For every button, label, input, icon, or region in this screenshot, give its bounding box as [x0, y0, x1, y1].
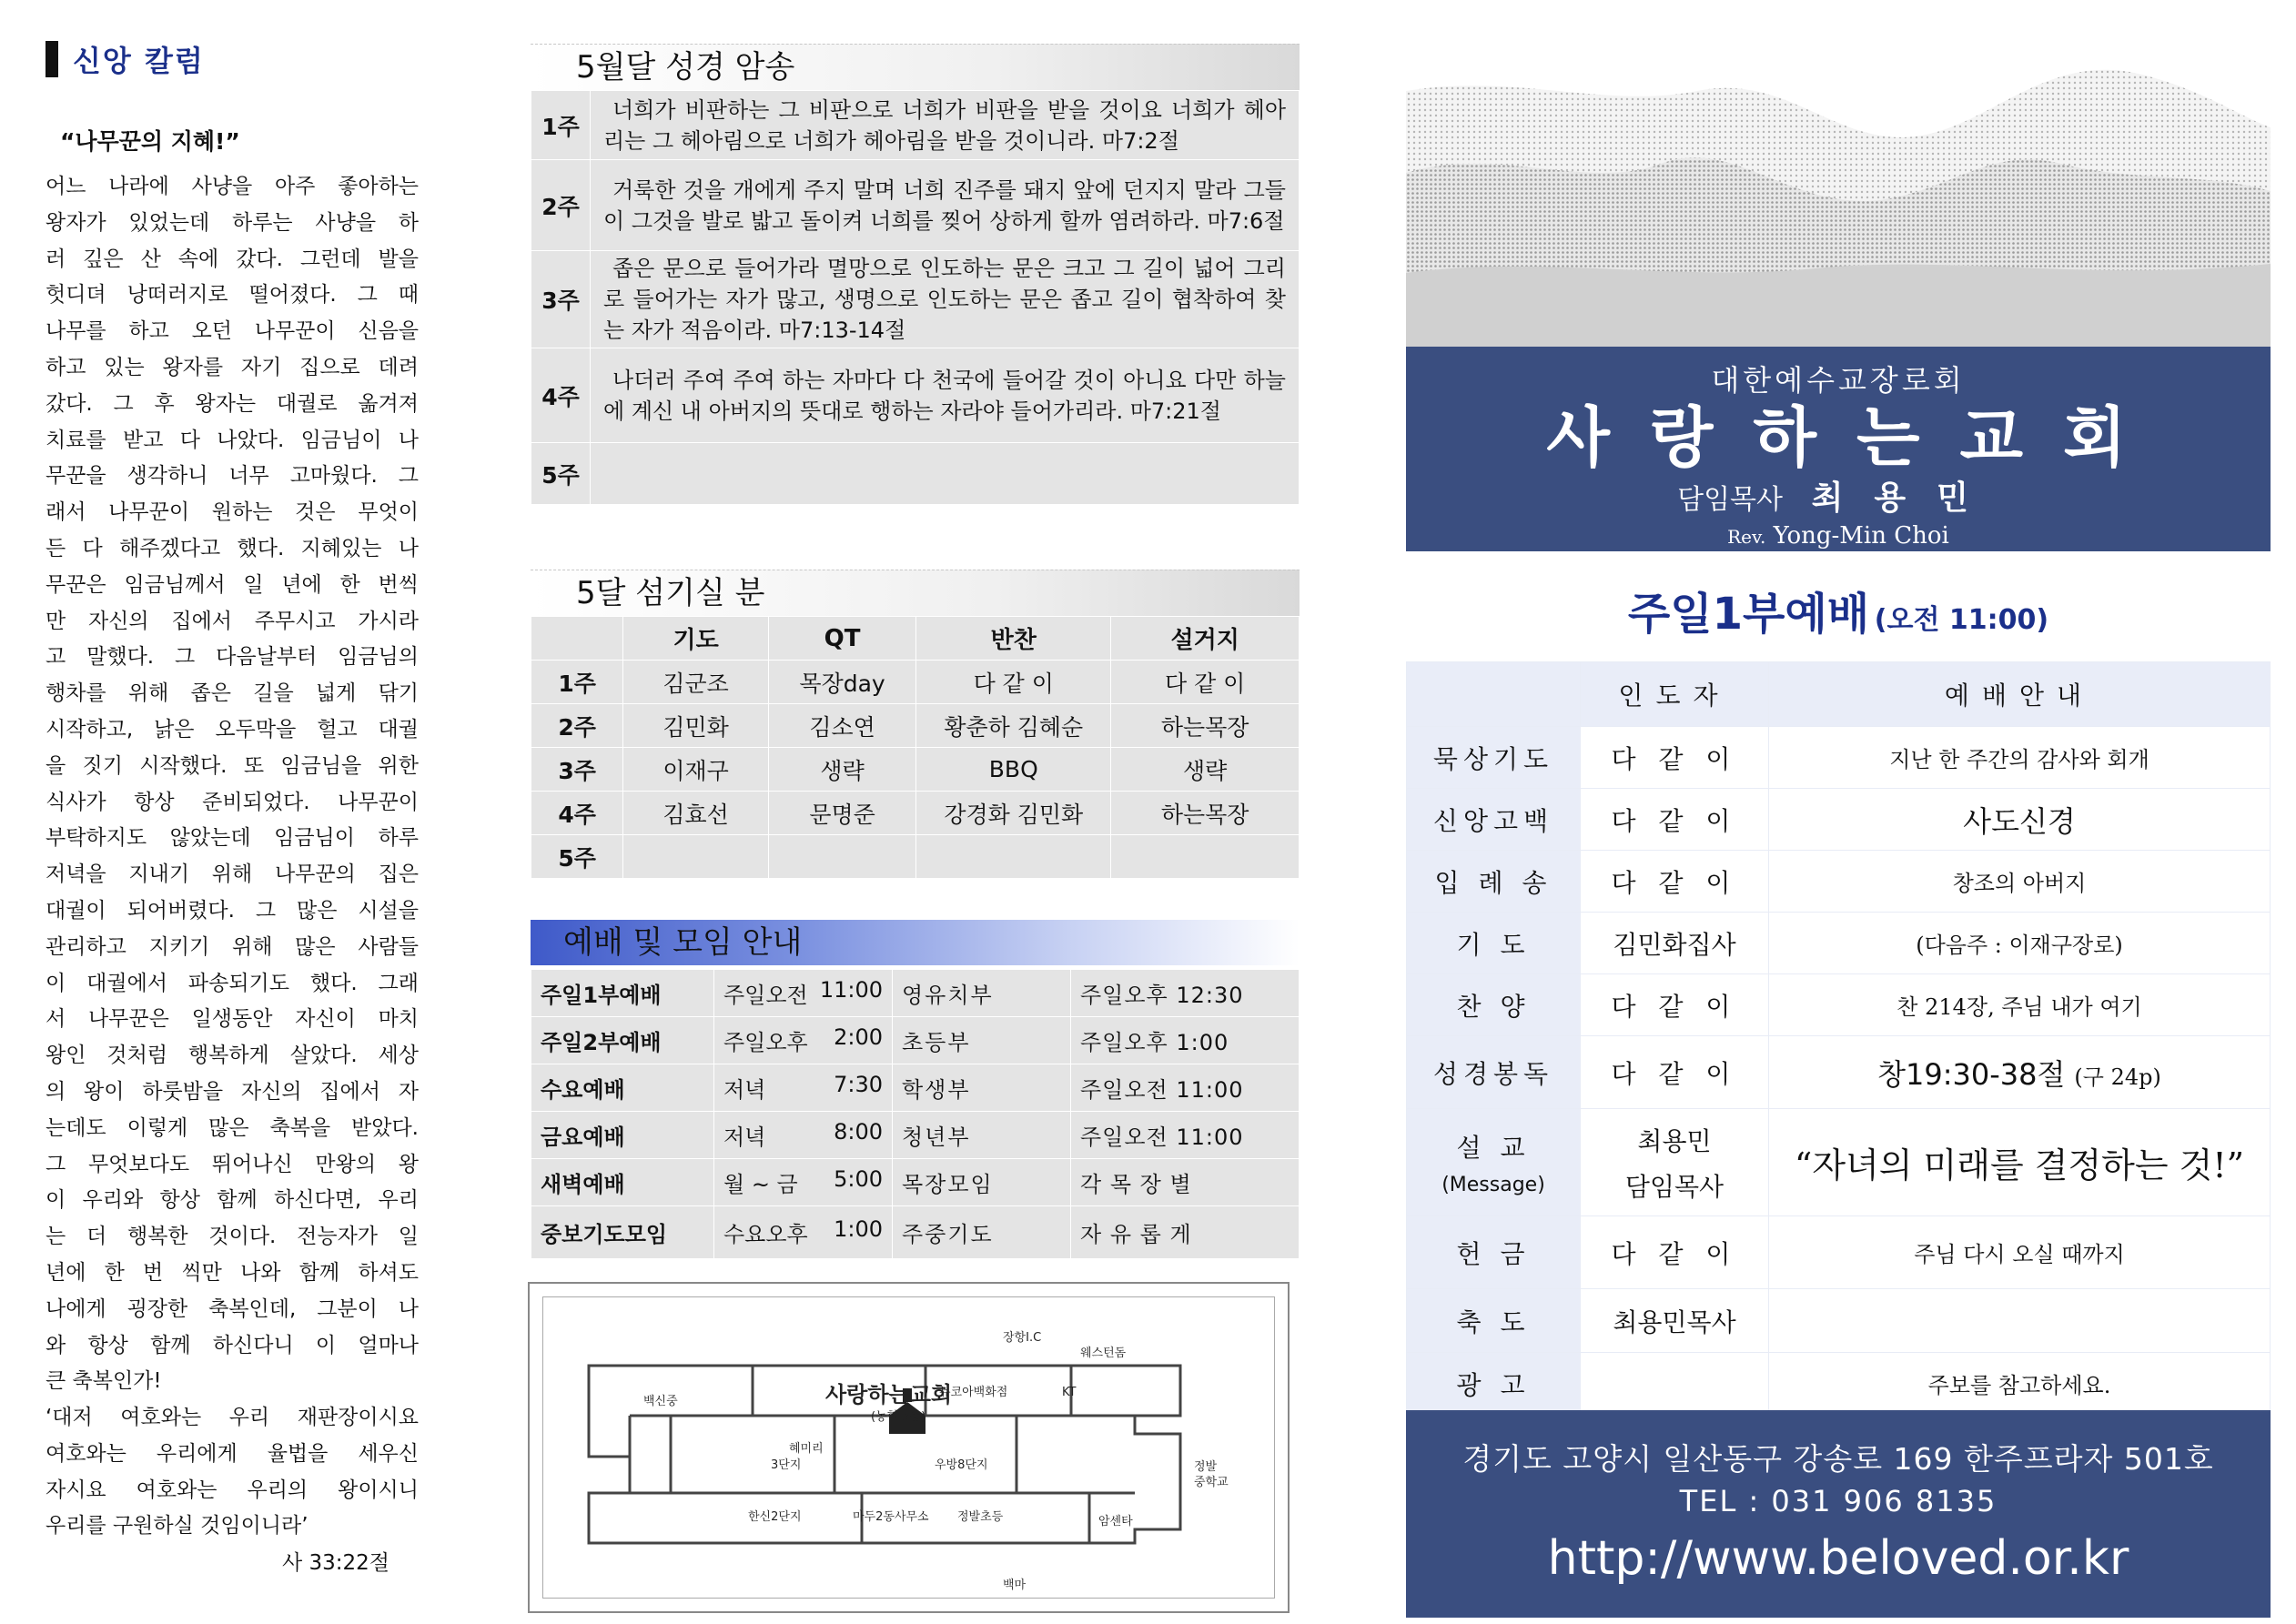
map-church-label: 사랑하는교회: [825, 1382, 953, 1407]
serve-cell: 김효선: [623, 792, 769, 835]
map-label: (농협 5층): [871, 1410, 926, 1424]
serve-cell: 다 같 이: [1111, 661, 1300, 704]
verse-row: [531, 348, 1300, 443]
column-title: “나무꾼의 지혜!”: [60, 128, 240, 155]
order-item-label: 신앙고백: [1432, 805, 1554, 836]
meeting-when: [714, 970, 893, 1017]
order-detail-text: 창19:30-38절: [1877, 1056, 2066, 1092]
order-row: [1407, 1216, 2271, 1289]
serve-row: [531, 748, 1300, 792]
column-line: 든 다 해주겠다고 했다. 지혜있는 나: [46, 536, 419, 560]
rev-prefix: Rev.: [1727, 526, 1766, 548]
meeting-group-text: 청년부: [902, 1125, 971, 1150]
column-line: 무꾼을 생각하니 너무 고마웠다. 그: [46, 464, 419, 489]
order-leader: [1581, 851, 1769, 913]
serve-week: 3주: [531, 748, 623, 792]
telephone: TEL : 031 906 8135: [1679, 1484, 1998, 1518]
order-detail: [1769, 727, 2271, 789]
order-item-label: 헌 금: [1456, 1238, 1531, 1269]
order-item-label: 성경봉독: [1432, 1058, 1554, 1089]
denomination: 대한예수교장로회: [1711, 363, 1966, 398]
order-item-sub: (Message): [1441, 1174, 1545, 1196]
serve-row: [531, 704, 1300, 748]
service-time: (오전 11:00): [1874, 604, 2049, 636]
column-line: 대궐이 되어버렸다. 그 많은 시설을: [46, 898, 419, 923]
order-detail-text: 주보를 참고하세요.: [1927, 1373, 2111, 1398]
meeting-name: [531, 1206, 714, 1259]
column-line: 이 우리와 항상 함께 하신다면, 우리: [46, 1188, 419, 1213]
meeting-name-text: 새벽예배: [541, 1172, 625, 1197]
order-row: [1407, 789, 2271, 851]
meeting-when: [714, 1159, 893, 1206]
meeting-time: 2:00: [834, 1024, 883, 1050]
verse-title: 5월달 성경 암송: [531, 44, 1300, 90]
order-leader: [1581, 789, 1769, 851]
meeting-group-text: 학생부: [902, 1077, 971, 1103]
serve-cell: 목장day: [768, 661, 915, 704]
meeting-group-time: 주일오후 1:00: [1071, 1017, 1300, 1064]
order-item: [1407, 789, 1581, 851]
column-line: 의 왕이 하룻밤을 자신의 집에서 자: [46, 1079, 419, 1104]
meeting-day: 저녁: [723, 1125, 766, 1150]
meeting-name-text: 주일2부예배: [541, 1030, 662, 1055]
verse-table: [531, 90, 1300, 505]
map-label: KT: [1062, 1386, 1077, 1399]
serve-table: [531, 616, 1300, 879]
order-detail: [1769, 1353, 2271, 1415]
meeting-group: [893, 1159, 1071, 1206]
map-label: 혜미리: [789, 1442, 824, 1456]
meeting-row: [531, 1159, 1300, 1206]
verse-row: [531, 251, 1300, 348]
serve-cell: BBQ: [916, 748, 1111, 792]
worship-order: [1406, 661, 2271, 1415]
meeting-group-time: 주일오전 11:00: [1071, 1112, 1300, 1159]
order-detail-text: 주님 다시 오실 때까지: [1914, 1242, 2125, 1267]
order-leader-name: 최용민목사: [1613, 1306, 1736, 1337]
serve-week: 5주: [531, 835, 623, 879]
order-item-label: 입 례 송: [1434, 867, 1553, 898]
order-item-label: 찬 양: [1456, 991, 1531, 1022]
column-line: 고 말했다. 그 다음날부터 임금님의: [46, 645, 419, 670]
order-detail: [1769, 851, 2271, 913]
column-line: 갔다. 그 후 왕자는 대궐로 옮겨져: [46, 391, 419, 416]
order-leader: [1581, 727, 1769, 789]
meeting-name-text: 중보기도모임: [541, 1222, 668, 1247]
meeting-day: 수요오후: [723, 1222, 808, 1247]
order-leader: [1581, 1109, 1769, 1216]
order-leader-name: 다 같 이: [1611, 743, 1738, 774]
meeting-group: [893, 1206, 1071, 1259]
serve-row: [531, 792, 1300, 835]
order-row: [1407, 913, 2271, 974]
order-leader: [1581, 974, 1769, 1036]
column-header-title: 신앙 칼럼: [73, 44, 205, 78]
meeting-table: [531, 969, 1300, 1259]
order-detail-sub: (구 24p): [2074, 1064, 2161, 1090]
serve-header: 설거지: [1111, 617, 1300, 661]
order-detail-text: 사도신경: [1963, 803, 2076, 839]
map-label: 웨스턴돔: [1080, 1347, 1127, 1360]
map-label: 중학교: [1194, 1476, 1229, 1489]
pastor-label: 담임목사: [1677, 484, 1784, 516]
order-item: [1407, 1353, 1581, 1415]
order-leader-name: 다 같 이: [1611, 991, 1738, 1022]
order-item: [1407, 727, 1581, 789]
verse-text: 거룩한 것을 개에게 주지 말며 너희 진주를 돼지 앞에 던지지 말라 그들이 그것을 발로 밟고 돌이켜 너희를 찢어 상하게 할까 염려하라. 마7:6절: [591, 160, 1300, 251]
column-line: 우리를 구원하실 것임이니라’: [46, 1514, 308, 1538]
meeting-section: [531, 920, 1300, 1259]
order-item: [1407, 1109, 1581, 1216]
serve-cell: 황춘하 김혜순: [916, 704, 1111, 748]
order-leader: [1581, 1353, 1769, 1415]
meeting-row: [531, 1112, 1300, 1159]
serve-header: 반찬: [916, 617, 1111, 661]
order-detail-text: “자녀의 미래를 결정하는 것!”: [1794, 1145, 2245, 1185]
serve-title: 5달 섬기실 분: [531, 570, 1300, 616]
column-line: 서 나무꾼은 일생동안 자신이 마치: [46, 1007, 419, 1032]
meeting-when: [714, 1206, 893, 1259]
meeting-time: 8:00: [834, 1119, 883, 1145]
order-row: [1407, 1036, 2271, 1109]
verse-text: 좁은 문으로 들어가라 멸망으로 인도하는 문은 크고 그 길이 넓어 그리로 들어가는 자가 많고, 생명으로 인도하는 문은 좁고 길이 협착하여 찾는 자가 적음이라. 마7:13-14절: [591, 251, 1300, 348]
column-line: 자시요 여호와는 우리의 왕이시니: [46, 1478, 419, 1502]
meeting-time: 1:00: [834, 1216, 883, 1242]
column-line: 시작하고, 낡은 오두막을 헐고 대궐: [46, 717, 419, 741]
order-leader-name: 다 같 이: [1611, 805, 1738, 836]
order-leader: [1581, 913, 1769, 974]
order-row: [1407, 727, 2271, 789]
meeting-name: [531, 1112, 714, 1159]
verse-row: [531, 160, 1300, 251]
column-line: 는데도 이렇게 많은 축복을 받았다.: [46, 1115, 419, 1140]
order-item: [1407, 1036, 1581, 1109]
mountain-landscape-icon: [1406, 36, 2271, 347]
church-banner: [1406, 347, 2271, 551]
order-detail: [1769, 1109, 2271, 1216]
meeting-group: [893, 1112, 1071, 1159]
verse-week: 1주: [531, 91, 591, 160]
order-row: [1407, 1289, 2271, 1353]
serve-section: [531, 570, 1300, 879]
column-line: 어느 나라에 사냥을 아주 좋아하는: [46, 175, 419, 198]
order-leader-name: 김민화집사: [1613, 929, 1736, 960]
serve-cell: 이재구: [623, 748, 769, 792]
serve-cell: 하는목장: [1111, 704, 1300, 748]
website-url[interactable]: http://www.beloved.or.kr: [1547, 1531, 2129, 1586]
column-line: 나무를 하고 오던 나무꾼이 신음을: [46, 319, 419, 344]
column-line: 을 짓기 시작했다. 또 임금님을 위한: [46, 753, 419, 778]
order-leader-name: 다 같 이: [1611, 1238, 1738, 1269]
address: 경기도 고양시 일산동구 강송로 169 한주프라자 501호: [1462, 1441, 2214, 1477]
meeting-group-time: 주일오후 12:30: [1071, 970, 1300, 1017]
order-leader-name: 다 같 이: [1611, 867, 1738, 898]
pastor-name: 최용민: [1811, 479, 1999, 517]
verse-row: [531, 91, 1300, 160]
order-detail: [1769, 913, 2271, 974]
column-line: 그 무엇보다도 뛰어나신 만왕의 왕: [46, 1152, 419, 1176]
meeting-group-text: 목장모임: [902, 1172, 994, 1197]
worship-order-table: [1406, 661, 2271, 1415]
order-row: [1407, 974, 2271, 1036]
meeting-time: 7:30: [834, 1072, 883, 1097]
column-line: 여호와는 우리에게 율법을 세우신: [46, 1441, 419, 1466]
map-label: 정발: [1194, 1460, 1218, 1474]
meeting-group: [893, 970, 1071, 1017]
meeting-group: [893, 1017, 1071, 1064]
column-line: 저녁을 지내기 위해 나무꾼의 집은: [46, 862, 419, 887]
map-label: 장항I.C: [1003, 1331, 1042, 1345]
map-label: 정발초등: [957, 1510, 1004, 1524]
order-leader: [1581, 1036, 1769, 1109]
meeting-group-text: 초등부: [902, 1030, 971, 1055]
serve-cell: [768, 835, 915, 879]
meeting-name: [531, 1017, 714, 1064]
order-header: [1407, 662, 1581, 727]
order-item-label: 광 고: [1456, 1369, 1531, 1400]
serve-cell: 김군조: [623, 661, 769, 704]
verse-text: [591, 443, 1300, 505]
meeting-when: [714, 1017, 893, 1064]
column-line: 와 항상 함께 하신다니 이 얼마나: [46, 1333, 419, 1357]
pastor-english: [1406, 522, 2271, 550]
meeting-group-time: 각 목 장 별: [1071, 1159, 1300, 1206]
verse-week: 3주: [531, 251, 591, 348]
column-line: 행차를 위해 좁은 길을 넓게 닦기: [46, 681, 419, 706]
meeting-day: 주일오후: [723, 1030, 808, 1055]
order-leader-name: 다 같 이: [1611, 1058, 1738, 1089]
order-row: [1407, 1109, 2271, 1216]
faith-column: [46, 35, 419, 1581]
map-label: 암센타: [1098, 1515, 1133, 1528]
order-leader: [1581, 1289, 1769, 1353]
meeting-day: 저녁: [723, 1077, 766, 1103]
pastor-line: [1406, 472, 2271, 519]
column-line: 무꾼은 임금님께서 일 년에 한 번씩: [46, 572, 419, 597]
meeting-row: [531, 1064, 1300, 1112]
map-label: 백신중: [643, 1395, 678, 1408]
serve-cell: 하는목장: [1111, 792, 1300, 835]
rev-name: Yong-Min Choi: [1773, 522, 1949, 550]
order-detail: [1769, 789, 2271, 851]
order-leader-sub: 담임목사: [1624, 1171, 1725, 1202]
column-line: ‘대저 여호와는 우리 재판장이시요: [46, 1406, 419, 1430]
column-header: [46, 35, 419, 84]
serve-cell: [623, 835, 769, 879]
serve-week: 1주: [531, 661, 623, 704]
map-drawing: [543, 1297, 1274, 1598]
verse-week: 4주: [531, 348, 591, 443]
order-detail-text: 지난 한 주간의 감사와 회개: [1889, 747, 2149, 772]
meeting-time: 11:00: [819, 977, 883, 1003]
column-line: 는 더 행복한 것이다. 전능자가 일: [46, 1225, 419, 1249]
column-line: 이 대궐에서 파송되기도 했다. 그래: [46, 971, 419, 995]
church-name: 사랑하는교회: [1546, 398, 2167, 476]
order-item: [1407, 851, 1581, 913]
serve-header: QT: [768, 617, 915, 661]
serve-cell: 김소연: [768, 704, 915, 748]
order-row: [1407, 851, 2271, 913]
serve-cell: 강경화 김민화: [916, 792, 1111, 835]
order-row: [1407, 1353, 2271, 1415]
serve-header: 기도: [623, 617, 769, 661]
order-item: [1407, 974, 1581, 1036]
order-item: [1407, 1289, 1581, 1353]
column-line: 왕자가 있었는데 하루는 사냥을 하: [46, 210, 419, 235]
map-label: 백마: [1003, 1579, 1027, 1592]
meeting-when: [714, 1064, 893, 1112]
map-label: 3단지: [771, 1458, 802, 1472]
meeting-row: [531, 1017, 1300, 1064]
order-header: 예배안내: [1769, 662, 2271, 727]
order-detail-text: (다음주 : 이재구장로): [1916, 933, 2123, 958]
column-body: [46, 169, 419, 1545]
serve-row: [531, 661, 1300, 704]
meeting-title: 예배 및 모임 안내: [531, 920, 1300, 965]
meeting-when: [714, 1112, 893, 1159]
map-frame: [542, 1296, 1275, 1599]
serve-week: 2주: [531, 704, 623, 748]
order-leader: [1581, 1216, 1769, 1289]
map-label: 우방8단지: [935, 1458, 988, 1472]
serve-cell: 다 같 이: [916, 661, 1111, 704]
meeting-name-text: 수요예배: [541, 1077, 625, 1103]
meeting-row: [531, 1206, 1300, 1259]
order-detail: [1769, 1289, 2271, 1353]
column-line: 부탁하지도 않았는데 임금님이 하루: [46, 826, 419, 851]
verse-week: 2주: [531, 160, 591, 251]
service-title: [1406, 579, 2271, 641]
serve-cell: 문명준: [768, 792, 915, 835]
order-detail: [1769, 1036, 2271, 1109]
verse-text: 너희가 비판하는 그 비판으로 너희가 비판을 받을 것이요 너희가 헤아리는 그 헤아림으로 너희가 헤아림을 받을 것이니라. 마7:2절: [591, 91, 1300, 160]
order-detail: [1769, 1216, 2271, 1289]
verse-section: [531, 44, 1300, 505]
column-line: 러 깊은 산 속에 갔다. 그런데 발을: [46, 247, 419, 271]
meeting-time: 5:00: [834, 1166, 883, 1192]
meeting-name-text: 주일1부예배: [541, 983, 662, 1008]
verse-text: 나더러 주여 주여 하는 자마다 다 천국에 들어갈 것이 아니요 다만 하늘에 계신 내 아버지의 뜻대로 행하는 자라야 들어가리라. 마7:21절: [591, 348, 1300, 443]
header-bar-icon: [46, 41, 58, 77]
meeting-day: 월 ~ 금: [723, 1172, 798, 1197]
serve-cell: 김민화: [623, 704, 769, 748]
order-detail-text: 찬 214장, 주님 내가 여기: [1896, 994, 2142, 1020]
map-label: 뉴코아백화점: [939, 1386, 1008, 1399]
serve-row: [531, 835, 1300, 879]
serve-header: [531, 617, 623, 661]
meeting-group-time: 주일오전 11:00: [1071, 1064, 1300, 1112]
service-name: 주일1부예배: [1627, 589, 1870, 640]
order-item-label: 축 도: [1456, 1306, 1531, 1337]
meeting-day: 주일오전: [723, 983, 808, 1008]
meeting-group-time: 자 유 롭 게: [1071, 1206, 1300, 1259]
serve-cell: 생략: [768, 748, 915, 792]
column-line: 나에게 굉장한 축복인데, 그분이 나: [46, 1296, 419, 1321]
order-header: 인도자: [1581, 662, 1769, 727]
column-line: 큰 축복인가!: [46, 1369, 162, 1394]
map-label: 마두2동사무소: [853, 1510, 929, 1524]
serve-cell: 생략: [1111, 748, 1300, 792]
order-item: [1407, 913, 1581, 974]
meeting-name: [531, 970, 714, 1017]
serve-week: 4주: [531, 792, 623, 835]
meeting-name: [531, 1064, 714, 1112]
serve-cell: [1111, 835, 1300, 879]
meeting-group: [893, 1064, 1071, 1112]
location-map: [528, 1282, 1290, 1613]
serve-cell: [916, 835, 1111, 879]
order-detail: [1769, 974, 2271, 1036]
meeting-row: [531, 970, 1300, 1017]
column-line: 년에 한 번 씩만 나와 함께 하셔도: [46, 1260, 419, 1285]
column-line: 만 자신의 집에서 주무시고 가시라: [46, 609, 419, 633]
column-line: 치료를 받고 다 나았다. 임금님이 나: [46, 428, 419, 452]
meeting-name: [531, 1159, 714, 1206]
verse-week: 5주: [531, 443, 591, 505]
meeting-name-text: 금요예배: [541, 1125, 625, 1150]
order-item-label: 설 교: [1456, 1133, 1531, 1163]
order-item: [1407, 1216, 1581, 1289]
map-label: 한신2단지: [748, 1510, 802, 1524]
serve-header-row: [531, 617, 1300, 661]
column-line: 래서 나무꾼이 원하는 것은 무엇이: [46, 500, 419, 525]
meeting-group-text: 영유치부: [902, 983, 994, 1008]
column-line: 식사가 항상 준비되었다. 나무꾼이: [46, 790, 419, 814]
order-detail-text: 창조의 아버지: [1952, 871, 2087, 896]
order-item-label: 묵상기도: [1432, 743, 1554, 774]
order-header-row: [1407, 662, 2271, 727]
verse-row: [531, 443, 1300, 505]
contact-footer: [1406, 1410, 2271, 1618]
column-line: 관리하고 지키기 위해 많은 사람들: [46, 934, 419, 959]
column-line: 하고 있는 왕자를 자기 집으로 데려: [46, 355, 419, 379]
column-line: 왕인 것처럼 행복하게 살았다. 세상: [46, 1044, 419, 1068]
column-line: 헛디뎌 낭떠러지로 떨어졌다. 그 때: [46, 283, 419, 308]
meeting-group-text: 주중기도: [902, 1222, 994, 1247]
order-item-label: 기 도: [1456, 929, 1531, 960]
column-reference: 사 33:22절: [281, 1551, 389, 1576]
order-leader-name: 최용민: [1637, 1125, 1712, 1156]
